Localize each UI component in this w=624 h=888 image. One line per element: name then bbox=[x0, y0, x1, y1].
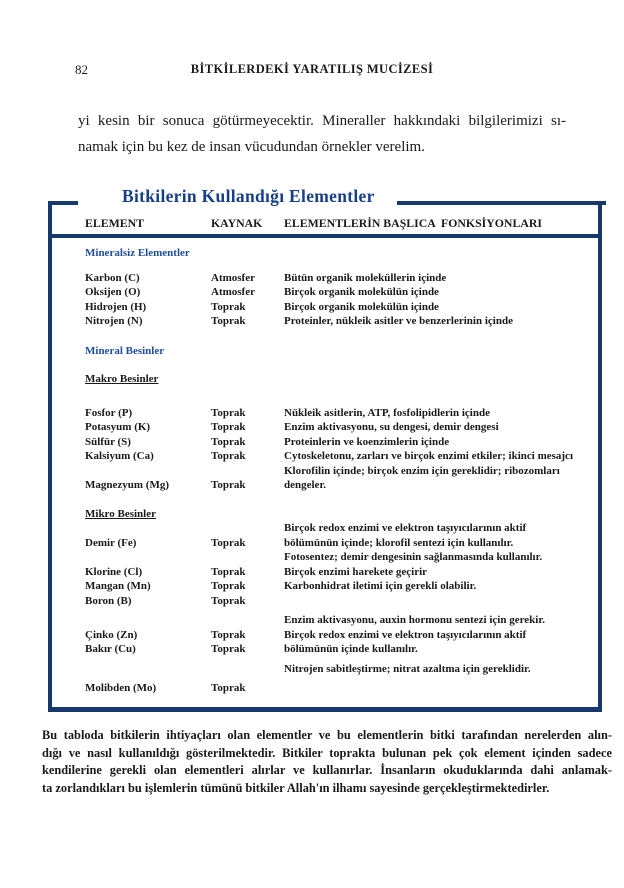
function-cell: Bütün organik moleküllerin içinde bbox=[284, 271, 447, 284]
source-cell: Toprak bbox=[211, 406, 246, 419]
paragraph-line: ta zorlandıkları bu işlemlerin tümünü bitkiler Allah'ın ilhamı sayesinde gerçekleştirmektedirler. bbox=[42, 780, 550, 795]
table-row bbox=[85, 628, 594, 643]
table-section-heading: Makro Besinler bbox=[85, 373, 159, 385]
table-row bbox=[85, 314, 594, 329]
table-row bbox=[85, 662, 594, 677]
element-cell: Potasyum (K) bbox=[85, 421, 151, 433]
source-cell: Toprak bbox=[211, 628, 246, 641]
function-cell bbox=[284, 681, 594, 696]
table-header-row bbox=[85, 216, 594, 231]
source-cell: Toprak bbox=[211, 435, 246, 448]
element-cell: Magnezyum (Mg) bbox=[85, 479, 170, 491]
element-cell: Çinko (Zn) bbox=[85, 628, 138, 641]
element-cell: Karbon (C) bbox=[85, 271, 140, 284]
function-cell: bölümünün içinde; klorofil sentezi için kullanılır. bbox=[284, 536, 514, 549]
function-cell: Proteinlerin ve koenzimlerin içinde bbox=[284, 435, 450, 448]
source-cell: Toprak bbox=[211, 682, 246, 694]
table-row bbox=[85, 565, 594, 580]
table-row bbox=[85, 285, 594, 300]
page-number: 82 bbox=[75, 62, 88, 77]
table-row bbox=[85, 579, 594, 594]
table-row bbox=[85, 478, 594, 493]
elements-table bbox=[48, 201, 602, 712]
table-row-gap bbox=[85, 329, 594, 344]
table-row-gap bbox=[85, 493, 594, 507]
source-cell: Toprak bbox=[211, 536, 246, 549]
element-cell: Boron (B) bbox=[85, 594, 132, 607]
paragraph-line: namak için bu kez de insan vücudundan örnekler verelim. bbox=[78, 138, 425, 155]
element-cell: Demir (Fe) bbox=[85, 536, 137, 549]
table-row-gap bbox=[85, 387, 594, 406]
function-cell: Birçok redox enzimi ve elektron taşıyıcılarının aktif bbox=[284, 522, 527, 534]
table-top-border-right-segment bbox=[397, 201, 606, 205]
element-cell bbox=[85, 464, 211, 479]
function-cell: Klorofilin içinde; birçok enzim için gereklidir; ribozomları bbox=[284, 464, 560, 477]
element-cell bbox=[85, 662, 211, 677]
running-head-title: BİTKİLERDEKİ YARATILIŞ MUCİZESİ bbox=[190, 62, 434, 76]
source-cell: Toprak bbox=[211, 580, 246, 592]
table-row-gap bbox=[85, 261, 594, 271]
element-cell bbox=[85, 613, 211, 628]
intro-paragraph bbox=[78, 109, 566, 160]
source-cell: Atmosfer bbox=[211, 271, 255, 284]
table-row bbox=[85, 594, 594, 609]
source-cell: Toprak bbox=[211, 643, 246, 655]
source-cell bbox=[211, 550, 284, 565]
function-cell: Nitrojen sabitleştirme; nitrat azaltma için gereklidir. bbox=[284, 662, 531, 675]
source-cell bbox=[211, 662, 284, 677]
table-row bbox=[85, 464, 594, 479]
function-cell: Karbonhidrat iletimi için gerekli olabilir. bbox=[284, 580, 477, 592]
table-title: Bitkilerin Kullandığı Elementler bbox=[118, 186, 379, 207]
source-cell: Toprak bbox=[211, 421, 246, 433]
element-cell: Bakır (Cu) bbox=[85, 643, 136, 655]
table-row bbox=[85, 681, 594, 696]
element-cell: Mangan (Mn) bbox=[85, 580, 151, 592]
source-cell: Toprak bbox=[211, 594, 246, 607]
table-row bbox=[85, 435, 594, 450]
source-cell: Toprak bbox=[211, 315, 246, 327]
function-cell: Birçok enzimi harekete geçirir bbox=[284, 565, 428, 578]
source-cell: Toprak bbox=[211, 479, 246, 491]
function-cell: dengeler. bbox=[284, 479, 327, 491]
paragraph-line: kendilerine gerekli olan elementleri alırlar ve kullanırlar. İnsanların okuduklarında dahi anlamak- bbox=[42, 763, 612, 778]
function-cell bbox=[284, 594, 594, 609]
element-cell: Oksijen (O) bbox=[85, 286, 141, 298]
function-cell: Proteinler, nükleik asitler ve benzerlerinin içinde bbox=[284, 315, 513, 327]
column-header-source: KAYNAK bbox=[211, 216, 263, 230]
element-cell: Fosfor (P) bbox=[85, 406, 133, 419]
source-cell bbox=[211, 521, 284, 536]
element-cell bbox=[85, 521, 211, 536]
table-row bbox=[85, 536, 594, 551]
source-cell: Atmosfer bbox=[211, 286, 255, 298]
function-cell: Enzim aktivasyonu, auxin hormonu sentezi için gerekir. bbox=[284, 614, 545, 626]
function-cell: Fotosentez; demir dengesinin sağlanmasında kullanılır. bbox=[284, 551, 543, 563]
function-cell: Cytoskeletonu, zarları ve birçok enzimi etkiler; ikinci mesajcı bbox=[284, 450, 573, 462]
paragraph-line: Bu tabloda bitkilerin ihtiyaçları olan elementler ve bu elementlerin bitki tarafından nerelerden alın- bbox=[42, 728, 612, 742]
function-cell: Nükleik asitlerin, ATP, fosfolipidlerin içinde bbox=[284, 406, 490, 419]
function-cell: Enzim aktivasyonu, su dengesi, demir dengesi bbox=[284, 421, 499, 433]
table-row bbox=[85, 449, 594, 464]
footer-paragraph bbox=[42, 727, 612, 797]
table-row bbox=[85, 550, 594, 565]
paragraph-line: yi kesin bir sonuca götürmeyecektir. Mineraller hakkındaki bilgilerimizi sı- bbox=[78, 113, 566, 129]
element-cell: Klorine (Cl) bbox=[85, 565, 143, 578]
table-section-heading: Mikro Besinler bbox=[85, 507, 156, 520]
table-header-separator bbox=[52, 234, 598, 238]
table-row bbox=[85, 420, 594, 435]
table-row bbox=[85, 300, 594, 315]
table-row bbox=[85, 613, 594, 628]
element-cell bbox=[85, 550, 211, 565]
table-row bbox=[85, 271, 594, 286]
function-cell: Birçok redox enzimi ve elektron taşıyıcılarının aktif bbox=[284, 628, 527, 641]
element-cell: Kalsiyum (Ca) bbox=[85, 450, 154, 462]
source-cell: Toprak bbox=[211, 450, 246, 462]
source-cell bbox=[211, 613, 284, 628]
element-cell: Nitrojen (N) bbox=[85, 315, 143, 327]
source-cell: Toprak bbox=[211, 565, 246, 578]
table-top-border-left-segment bbox=[48, 201, 78, 205]
function-cell: Birçok organik molekülün içinde bbox=[284, 286, 439, 298]
function-cell: Birçok organik molekülün içinde bbox=[284, 300, 439, 313]
source-cell: Toprak bbox=[211, 300, 246, 313]
table-section-heading: Mineralsiz Elementler bbox=[85, 247, 190, 259]
element-cell: Hidrojen (H) bbox=[85, 300, 147, 313]
table-row bbox=[85, 521, 594, 536]
table-row bbox=[85, 406, 594, 421]
column-header-functions: ELEMENTLERİN BAŞLICA FONKSİYONLARI bbox=[284, 216, 542, 230]
paragraph-line: dığı ve nasıl kullanıldığı gösterilmektedir. Bitkiler toprakta bulunan pek çok element içinden sadece bbox=[42, 745, 612, 760]
element-cell: Sülfür (S) bbox=[85, 435, 131, 448]
table-row-gap bbox=[85, 358, 594, 372]
table-section-heading: Mineral Besinler bbox=[85, 344, 165, 357]
element-cell: Molibden (Mo) bbox=[85, 682, 157, 694]
table-row bbox=[85, 642, 594, 657]
column-header-element: ELEMENT bbox=[85, 216, 144, 230]
function-cell: bölümünün içinde kullanılır. bbox=[284, 643, 418, 655]
table-rows bbox=[85, 246, 594, 696]
source-cell bbox=[211, 464, 284, 479]
